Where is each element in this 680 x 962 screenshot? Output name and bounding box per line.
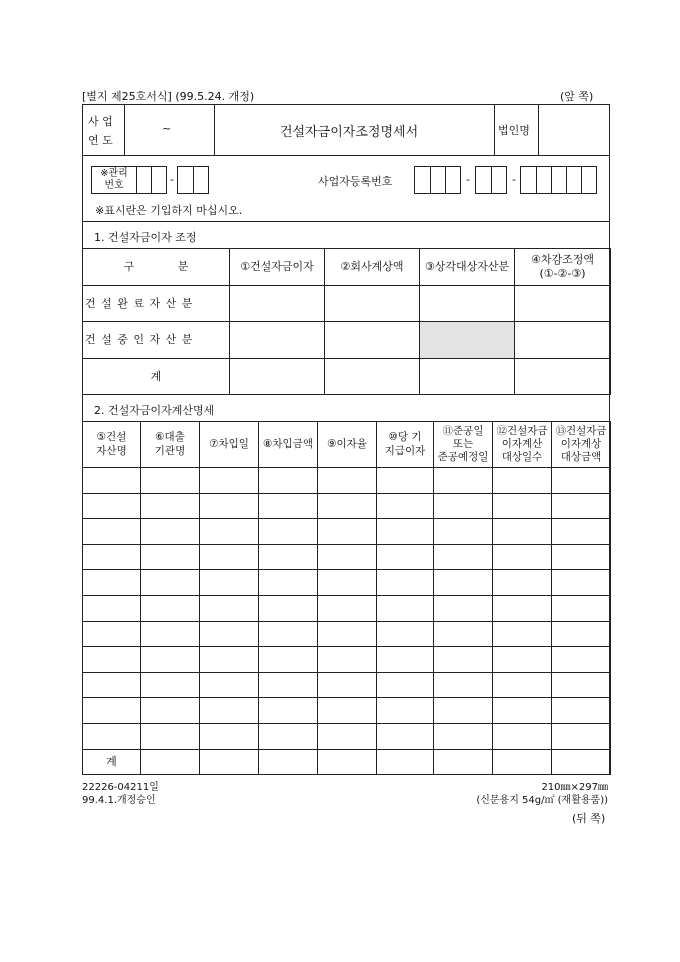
section1-title: 1. 건설자금이자 조정 <box>94 231 197 244</box>
table-cell[interactable] <box>492 646 552 673</box>
back-side: (뒤 쪽) <box>572 812 606 825</box>
table-cell[interactable] <box>140 595 200 622</box>
table-cell[interactable] <box>82 569 141 596</box>
table-cell[interactable] <box>433 672 493 698</box>
table-cell[interactable] <box>140 544 200 570</box>
table-cell[interactable] <box>199 467 259 494</box>
table-cell[interactable] <box>492 569 552 596</box>
table-cell[interactable] <box>433 493 493 519</box>
column-header-label: 이자계상 <box>560 437 602 450</box>
input-cell[interactable] <box>229 358 325 395</box>
table-cell[interactable] <box>199 723 259 750</box>
table-cell[interactable] <box>258 621 318 647</box>
table-cell[interactable] <box>492 544 552 570</box>
mgmt-label: ※관리 <box>100 168 128 179</box>
total-cell[interactable] <box>317 749 377 775</box>
table-cell[interactable] <box>551 672 611 698</box>
table-cell[interactable] <box>140 646 200 673</box>
table-cell[interactable] <box>433 467 493 494</box>
table-cell[interactable] <box>82 646 141 673</box>
row-label <box>82 358 230 395</box>
table-cell[interactable] <box>433 518 493 545</box>
table-cell[interactable] <box>492 672 552 698</box>
year-label-2: 연 도 <box>88 134 113 147</box>
table-cell[interactable] <box>376 723 434 750</box>
table-cell[interactable] <box>258 544 318 570</box>
input-cell[interactable] <box>419 358 515 395</box>
table-cell[interactable] <box>551 569 611 596</box>
input-cell[interactable] <box>324 321 420 359</box>
table-cell[interactable] <box>492 467 552 494</box>
table-cell[interactable] <box>317 697 377 724</box>
column-header <box>229 248 325 286</box>
table-cell[interactable] <box>317 646 377 673</box>
column-header <box>551 421 611 468</box>
column-header-label: 대상금액 <box>560 451 602 464</box>
table-cell[interactable] <box>376 621 434 647</box>
year-range[interactable]: ~ <box>162 122 172 135</box>
column-header-label: ③상각대상자산분 <box>424 260 510 274</box>
table-cell[interactable] <box>140 569 200 596</box>
column-header-label: ①건설자금이자 <box>240 260 314 274</box>
table-cell[interactable] <box>433 723 493 750</box>
total-cell[interactable] <box>376 749 434 775</box>
column-header <box>140 421 200 468</box>
table-cell[interactable] <box>317 518 377 545</box>
table-cell[interactable] <box>551 467 611 494</box>
table-cell[interactable] <box>492 595 552 622</box>
table-cell[interactable] <box>433 544 493 570</box>
table-cell[interactable] <box>258 697 318 724</box>
table-cell[interactable] <box>317 544 377 570</box>
table-cell[interactable] <box>492 621 552 647</box>
input-cell[interactable] <box>229 285 325 322</box>
table-cell[interactable] <box>551 697 611 724</box>
column-header-label: ⑤건설 <box>96 431 127 444</box>
table-cell[interactable] <box>376 569 434 596</box>
table-cell[interactable] <box>199 646 259 673</box>
table-cell[interactable] <box>199 697 259 724</box>
table-cell[interactable] <box>258 467 318 494</box>
column-header-label: ④차감조정액 <box>531 253 594 267</box>
input-cell[interactable] <box>514 358 611 395</box>
column-header-label: ⑪준공일 <box>442 424 484 437</box>
corp-name-label: 법인명 <box>498 124 530 137</box>
table-cell[interactable] <box>376 493 434 519</box>
table-cell[interactable] <box>82 493 141 519</box>
table-cell[interactable] <box>551 493 611 519</box>
dash: - <box>466 173 470 186</box>
column-header-label: ⑨이자율 <box>327 437 367 450</box>
total-cell[interactable] <box>433 749 493 775</box>
table-cell[interactable] <box>433 569 493 596</box>
table-cell[interactable] <box>317 595 377 622</box>
table-cell[interactable] <box>317 467 377 494</box>
row-label-text: 건 설 중 인 자 산 분 <box>85 333 194 347</box>
column-header <box>82 248 230 286</box>
table-cell[interactable] <box>376 672 434 698</box>
column-header <box>82 421 141 468</box>
table-cell[interactable] <box>317 493 377 519</box>
table-cell[interactable] <box>199 518 259 545</box>
page-title: 건설자금이자조정명세서 <box>280 125 419 140</box>
row-label-text: 건 설 완 료 자 산 분 <box>85 296 194 310</box>
column-header <box>492 421 552 468</box>
table-cell[interactable] <box>376 518 434 545</box>
table-cell[interactable] <box>551 723 611 750</box>
column-header-label: 또는 <box>452 437 474 450</box>
table-cell[interactable] <box>376 646 434 673</box>
column-header-label: ⑧차입금액 <box>263 437 313 450</box>
table-cell[interactable] <box>433 595 493 622</box>
mgmt-label-2: 번호 <box>104 180 124 191</box>
dash: - <box>170 173 174 186</box>
bizno-field-2[interactable] <box>475 166 507 194</box>
table-cell[interactable] <box>317 672 377 698</box>
section2-title: 2. 건설자금이자계산명세 <box>94 404 215 417</box>
paper-size: 210㎜×297㎜ <box>541 782 608 793</box>
input-cell[interactable] <box>419 321 515 359</box>
column-header-label: 대상일수 <box>501 451 543 464</box>
table-cell[interactable] <box>82 595 141 622</box>
table-cell[interactable] <box>551 646 611 673</box>
bizno-field-1[interactable] <box>414 166 461 194</box>
table-cell[interactable] <box>376 697 434 724</box>
table-cell[interactable] <box>82 697 141 724</box>
year-label: 사 업 <box>88 115 113 128</box>
table-cell[interactable] <box>199 621 259 647</box>
column-header-label: 지급이자 <box>384 444 426 457</box>
table-cell[interactable] <box>433 646 493 673</box>
table-cell[interactable] <box>82 544 141 570</box>
column-header-label: 기관명 <box>154 444 186 457</box>
table-cell[interactable] <box>82 723 141 750</box>
table-cell[interactable] <box>140 672 200 698</box>
bizno-field-3[interactable] <box>520 166 597 194</box>
column-header <box>324 248 420 286</box>
total-cell[interactable] <box>258 749 318 775</box>
column-header <box>317 421 377 468</box>
table-cell[interactable] <box>258 672 318 698</box>
bizno-label: 사업자등록번호 <box>318 175 393 188</box>
table-cell[interactable] <box>551 518 611 545</box>
approval: 99.4.1.개정승인 <box>82 795 156 806</box>
column-header <box>376 421 434 468</box>
table-cell[interactable] <box>258 646 318 673</box>
table-cell[interactable] <box>258 518 318 545</box>
table-cell[interactable] <box>258 493 318 519</box>
table-cell[interactable] <box>433 621 493 647</box>
paper-spec: (신문용지 54g/㎡ (재활용품)) <box>476 795 608 806</box>
table-cell[interactable] <box>258 595 318 622</box>
mgmt-number-field[interactable] <box>91 166 167 194</box>
table-cell[interactable] <box>140 493 200 519</box>
table-cell[interactable] <box>140 467 200 494</box>
input-cell[interactable] <box>324 358 420 395</box>
table-cell[interactable] <box>551 595 611 622</box>
column-header <box>258 421 318 468</box>
total-cell[interactable] <box>551 749 611 775</box>
column-header <box>199 421 259 468</box>
column-header-label: 이자계산 <box>501 437 543 450</box>
table-cell[interactable] <box>199 595 259 622</box>
column-header-label: 구 분 <box>123 260 189 274</box>
table-cell[interactable] <box>140 518 200 545</box>
table-cell[interactable] <box>82 467 141 494</box>
table-cell[interactable] <box>140 697 200 724</box>
row-label-text: 계 <box>150 369 162 383</box>
column-header-formula: (①-②-③) <box>539 267 586 280</box>
table-cell[interactable] <box>199 493 259 519</box>
table-cell[interactable] <box>258 569 318 596</box>
input-cell[interactable] <box>514 285 611 322</box>
table-cell[interactable] <box>492 493 552 519</box>
table-cell[interactable] <box>140 621 200 647</box>
input-cell[interactable] <box>514 321 611 359</box>
table-cell[interactable] <box>492 697 552 724</box>
table-cell[interactable] <box>82 621 141 647</box>
table-cell[interactable] <box>82 672 141 698</box>
input-cell[interactable] <box>229 321 325 359</box>
column-header-label: ⑦차입일 <box>209 437 249 450</box>
table-cell[interactable] <box>551 621 611 647</box>
table-cell[interactable] <box>199 672 259 698</box>
total-cell[interactable] <box>492 749 552 775</box>
table-cell[interactable] <box>82 518 141 545</box>
mgmt-number-field-2[interactable] <box>177 166 209 194</box>
table-cell[interactable] <box>492 518 552 545</box>
form-number: [별지 제25호서식] (99.5.24. 개정) <box>82 90 255 103</box>
table-cell[interactable] <box>317 621 377 647</box>
column-header-label: ⑬건설자금 <box>555 424 607 437</box>
input-cell[interactable] <box>324 285 420 322</box>
input-cell[interactable] <box>419 285 515 322</box>
total-label-text: 계 <box>106 755 117 769</box>
column-header-label: ②회사계상액 <box>340 260 404 274</box>
table-cell[interactable] <box>199 569 259 596</box>
column-header <box>433 421 493 468</box>
table-cell[interactable] <box>199 544 259 570</box>
note: ※표시란은 기입하지 마십시오. <box>95 204 243 217</box>
table-cell[interactable] <box>140 723 200 750</box>
column-header-label: 준공예정일 <box>437 451 489 464</box>
column-header-label: 자산명 <box>96 444 127 457</box>
table-cell[interactable] <box>258 723 318 750</box>
page-side: (앞 쪽) <box>560 90 594 103</box>
table-cell[interactable] <box>376 544 434 570</box>
table-cell[interactable] <box>492 723 552 750</box>
column-header-label: ⑫건설자금 <box>496 424 548 437</box>
table-cell[interactable] <box>317 569 377 596</box>
column-header <box>514 248 611 286</box>
total-cell[interactable] <box>140 749 200 775</box>
table-cell[interactable] <box>433 697 493 724</box>
corp-name-field[interactable] <box>539 105 609 154</box>
table-cell[interactable] <box>551 544 611 570</box>
row-label <box>82 321 230 359</box>
table-cell[interactable] <box>317 723 377 750</box>
dash: - <box>512 173 516 186</box>
total-label <box>82 749 141 775</box>
table-cell[interactable] <box>376 595 434 622</box>
column-header-label: ⑩당 기 <box>388 431 422 444</box>
row-label <box>82 285 230 322</box>
column-header <box>419 248 515 286</box>
table-cell[interactable] <box>376 467 434 494</box>
total-cell[interactable] <box>199 749 259 775</box>
form-code: 22226-04211일 <box>82 782 159 793</box>
column-header-label: ⑥대출 <box>155 431 185 444</box>
